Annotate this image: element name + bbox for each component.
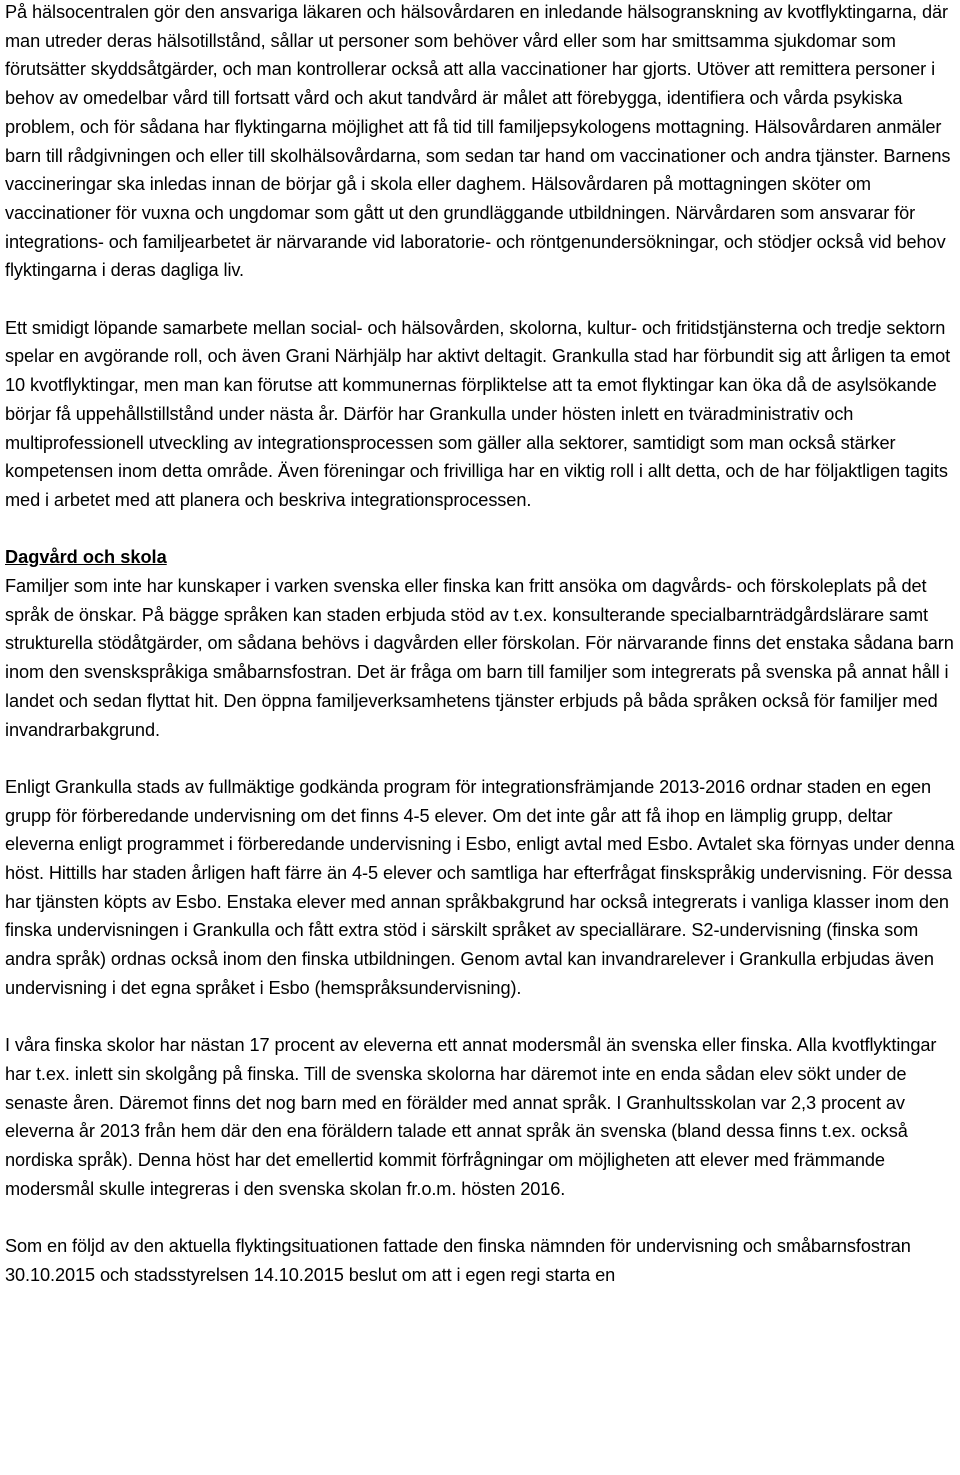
paragraph-daycare: Familjer som inte har kunskaper i varken svenska eller finska kan fritt ansöka om dagvårds- och förskoleplats på det språk de önskar. På bägge språken kan staden erbjuda stöd av t.ex. konsulterande specialbarnträdgårdslärare samt strukturella stödåtgärder, om sådana behövs i dagvården eller förskolan. För närvarande finns det enstaka sådana barn inom den svenskspråkiga småbarnsfostran. Det är fråga om barn till familjer som integrerats på svenska på annat håll i landet och sedan flyttat hit. Den öppna familjeverksamhetens tjänster erbjuds på båda språken också för familjer med invandrarbakgrund. <box>5 576 954 740</box>
paragraph-decision: Som en följd av den aktuella flyktingsituationen fattade den finska nämnden för undervisning och småbarnsfostran 30.10.2015 och stadsstyrelsen 14.10.2015 beslut om att i egen regi starta en <box>5 1236 911 1285</box>
paragraph-health-screening: På hälsocentralen gör den ansvariga läkaren och hälsovårdaren en inledande hälsogranskning av kvotflyktingarna, där man utreder deras hälsotillstånd, sållar ut personer som behöver vård eller som har smittsamma sjukdomar som förutsätter skyddsåtgärder, och man kontrollerar också att alla vaccinationer har gjorts. Utöver att remittera personer i behov av omedelbar vård till fortsatt vård och akut tandvård är målet att förebygga, identifiera och vårda psykiska problem, och för sådana har flyktingarna möjlighet att få tid till familjepsykologens mottagning. Hälsovårdaren anmäler barn till rådgivningen och eller till skolhälsovårdarna, som sedan tar hand om vaccinationer och andra tjänster. Barnens vaccineringar ska inledas innan de börjar gå i skola eller daghem. Hälsovårdaren på mottagningen sköter om vaccinationer för vuxna och ungdomar som gått ut den grundläggande utbildningen. Närvårdaren som ansvarar för integrations- och familjearbetet är närvarande vid laboratorie- och röntgenundersökningar, och stödjer också vid behov flyktingarna i deras dagliga liv. <box>5 2 951 281</box>
paragraph-finnish-schools: I våra finska skolor har nästan 17 procent av eleverna ett annat modersmål än svenska eller finska. Alla kvotflyktingar har t.ex. inlett sin skolgång på finska. Till de svenska skolorna har däremot inte en enda sådan elev sökt under de senaste åren. Däremot finns det nog barn med en förälder med annat språk. I Granhultsskolan var 2,3 procent av eleverna år 2013 från hem där den ena föräldern talade ett annat språk än svenska (bland dessa finns t.ex. också nordiska språk). Denna höst har det emellertid kommit förfrågningar om möjligheten att elever med främmande modersmål skulle integreras i den svenska skolan fr.o.m. hösten 2016. <box>5 1035 937 1199</box>
paragraph-preparatory-education: Enligt Grankulla stads av fullmäktige godkända program för integrationsfrämjande 2013-2016 ordnar staden en egen grupp för förberedande undervisning om det finns 4-5 elever. Om det inte går att få ihop en lämplig grupp, deltar eleverna enligt programmet i förberedande undervisning i Esbo, enligt avtal med Esbo. Avtalet ska förnyas under denna höst. Hittills har staden årligen haft färre än 4-5 elever och samtliga har efterfrågat finskspråkig undervisning. För dessa har tjänsten köpts av Esbo. Enstaka elever med annan språkbakgrund har också integrerats i vanliga klasser inom den finska undervisningen i Grankulla och fått extra stöd i särskilt språket av speciallärare. S2-undervisning (finska som andra språk) ordnas också inom den finska utbildningen. Genom avtal kan invandrarelever i Grankulla erbjudas även undervisning i det egna språket i Esbo (hemspråksundervisning). <box>5 776 955 998</box>
document-page <box>5 0 958 1318</box>
paragraph-cooperation: Ett smidigt löpande samarbete mellan social- och hälsovården, skolorna, kultur- och fritidstjänsterna och tredje sektorn spelar en avgörande roll, och även Grani Närhjälp har aktivt deltagit. Grankulla stad har förbundit sig att årligen ta emot 10 kvotflyktingar, men man kan förutse att kommunernas förpliktelse att ta emot flyktingar kan öka då de asylsökande börjar få uppehållstillstånd under nästa år. Därför har Grankulla under hösten inlett en tväradministrativ och multiprofessionell utveckling av integrationsprocessen som gäller alla sektorer, samtidigt som man också stärker kompetensen inom detta område. Även föreningar och frivilliga har en viktig roll i allt detta, och de har följaktligen tagits med i arbetet med att planera och beskriva integrationsprocessen. <box>5 317 951 510</box>
section-heading-daycare-school: Dagvård och skola <box>5 547 167 568</box>
